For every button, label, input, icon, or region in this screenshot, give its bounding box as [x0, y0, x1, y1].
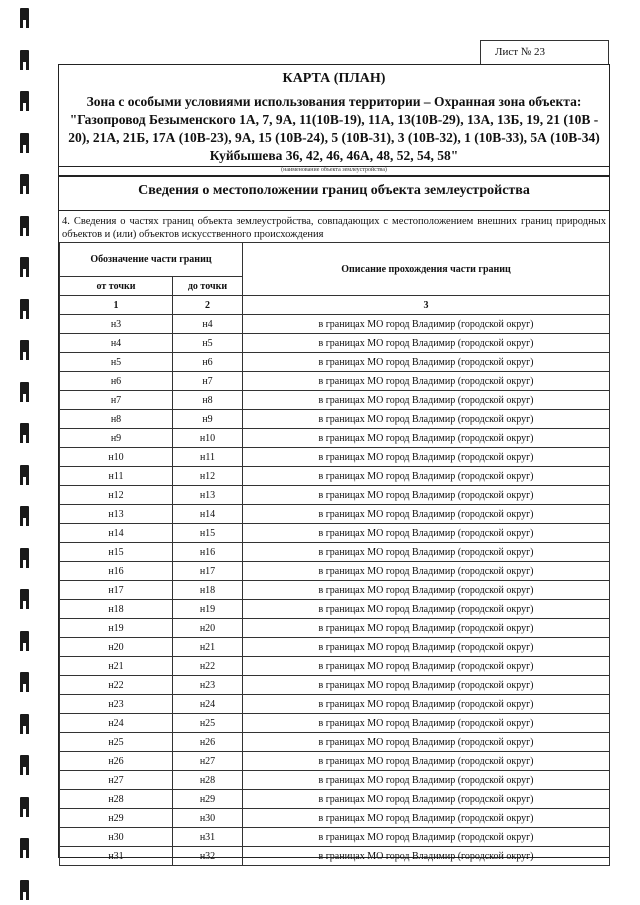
description-cell: в границах МО город Владимир (городской округ) [243, 562, 610, 581]
binding-clip-icon [20, 340, 30, 362]
description-cell: в границах МО город Владимир (городской округ) [243, 676, 610, 695]
binding-clip-icon [20, 672, 30, 694]
from-point-cell: н4 [60, 334, 173, 353]
to-point-cell: н5 [173, 334, 243, 353]
from-point-cell: н24 [60, 714, 173, 733]
table-row [60, 695, 610, 714]
from-point-cell: н17 [60, 581, 173, 600]
to-point-cell: н31 [173, 828, 243, 847]
binding-clip-icon [20, 91, 30, 113]
from-point-cell: н23 [60, 695, 173, 714]
from-point-cell: н8 [60, 410, 173, 429]
table-row [60, 847, 610, 866]
table-row [60, 315, 610, 334]
description-cell: в границах МО город Владимир (городской округ) [243, 752, 610, 771]
binding-clip-icon [20, 133, 30, 155]
description-cell: в границах МО город Владимир (городской округ) [243, 486, 610, 505]
description-cell: в границах МО город Владимир (городской округ) [243, 847, 610, 866]
binding-clip-icon [20, 465, 30, 487]
column-number: 3 [243, 296, 610, 315]
from-point-cell: н31 [60, 847, 173, 866]
description-cell: в границах МО город Владимир (городской округ) [243, 790, 610, 809]
to-point-cell: н10 [173, 429, 243, 448]
table-row [60, 410, 610, 429]
to-point-cell: н11 [173, 448, 243, 467]
description-cell: в границах МО город Владимир (городской округ) [243, 695, 610, 714]
description-cell: в границах МО город Владимир (городской округ) [243, 467, 610, 486]
description-header: Описание прохождения части границ [243, 243, 610, 296]
from-point-cell: н10 [60, 448, 173, 467]
description-cell: в границах МО город Владимир (городской округ) [243, 733, 610, 752]
from-point-cell: н19 [60, 619, 173, 638]
table-row [60, 771, 610, 790]
document-title: КАРТА (ПЛАН) [282, 71, 386, 86]
table-row [60, 543, 610, 562]
table-row [60, 486, 610, 505]
from-point-cell: н25 [60, 733, 173, 752]
from-point-cell: н5 [60, 353, 173, 372]
to-point-cell: н23 [173, 676, 243, 695]
from-point-cell: н26 [60, 752, 173, 771]
from-point-cell: н21 [60, 657, 173, 676]
binding-clip-icon [20, 382, 30, 404]
description-cell: в границах МО город Владимир (городской округ) [243, 505, 610, 524]
from-point-cell: н7 [60, 391, 173, 410]
description-cell: в границах МО город Владимир (городской округ) [243, 524, 610, 543]
description-cell: в границах МО город Владимир (городской округ) [243, 600, 610, 619]
to-point-cell: н24 [173, 695, 243, 714]
document-frame [58, 64, 610, 862]
description-cell: в границах МО город Владимир (городской округ) [243, 714, 610, 733]
binding-clip-icon [20, 714, 30, 736]
binding-clip-icon [20, 631, 30, 653]
table-row [60, 809, 610, 828]
section-note: 4. Сведения о частях границ объекта землеустройства, совпадающих с местоположением внешних границ природных объектов и (или) объектов искусственного происхождения [62, 216, 606, 240]
to-point-cell: н7 [173, 372, 243, 391]
column-number: 1 [60, 296, 173, 315]
to-point-cell: н18 [173, 581, 243, 600]
group-header: Обозначение части границ [60, 243, 243, 277]
divider [59, 210, 609, 211]
table-row [60, 334, 610, 353]
binding-clip-icon [20, 257, 30, 279]
binding-clip-icon [20, 797, 30, 819]
table-row [60, 600, 610, 619]
binding-clip-icon [20, 755, 30, 777]
to-point-header: до точки [173, 277, 243, 296]
table-row [60, 448, 610, 467]
from-point-cell: н22 [60, 676, 173, 695]
to-point-cell: н9 [173, 410, 243, 429]
from-point-cell: н20 [60, 638, 173, 657]
table-row [60, 733, 610, 752]
table-row [60, 391, 610, 410]
to-point-cell: н19 [173, 600, 243, 619]
binding-clip-icon [20, 838, 30, 860]
binding-clip-icon [20, 174, 30, 196]
table-row [60, 429, 610, 448]
from-point-cell: н11 [60, 467, 173, 486]
table-row [60, 353, 610, 372]
table-row [60, 828, 610, 847]
table-row [60, 714, 610, 733]
description-cell: в границах МО город Владимир (городской округ) [243, 334, 610, 353]
table-row [60, 676, 610, 695]
from-point-cell: н9 [60, 429, 173, 448]
from-point-header: от точки [60, 277, 173, 296]
description-cell: в границах МО город Владимир (городской округ) [243, 581, 610, 600]
to-point-cell: н16 [173, 543, 243, 562]
table-row [60, 581, 610, 600]
table-row [60, 638, 610, 657]
to-point-cell: н17 [173, 562, 243, 581]
to-point-cell: н25 [173, 714, 243, 733]
from-point-cell: н27 [60, 771, 173, 790]
to-point-cell: н26 [173, 733, 243, 752]
to-point-cell: н14 [173, 505, 243, 524]
from-point-cell: н15 [60, 543, 173, 562]
to-point-cell: н30 [173, 809, 243, 828]
blank-cell [60, 866, 610, 893]
description-cell: в границах МО город Владимир (городской округ) [243, 448, 610, 467]
binding-clip-icon [20, 506, 30, 528]
object-name-caption: (наименование объекта землеустройства) [281, 167, 387, 173]
binding-clip-icon [20, 589, 30, 611]
table-row [60, 562, 610, 581]
description-cell: в границах МО город Владимир (городской округ) [243, 638, 610, 657]
table-row [60, 467, 610, 486]
description-cell: в границах МО город Владимир (городской округ) [243, 657, 610, 676]
to-point-cell: н22 [173, 657, 243, 676]
from-point-cell: н3 [60, 315, 173, 334]
from-point-cell: н14 [60, 524, 173, 543]
from-point-cell: н6 [60, 372, 173, 391]
description-cell: в границах МО город Владимир (городской округ) [243, 410, 610, 429]
from-point-cell: н12 [60, 486, 173, 505]
description-cell: в границах МО город Владимир (городской округ) [243, 429, 610, 448]
from-point-cell: н16 [60, 562, 173, 581]
table-row [60, 372, 610, 391]
description-cell: в границах МО город Владимир (городской округ) [243, 315, 610, 334]
to-point-cell: н21 [173, 638, 243, 657]
description-cell: в границах МО город Владимир (городской округ) [243, 771, 610, 790]
table-row [60, 752, 610, 771]
binding-clip-icon [20, 548, 30, 570]
from-point-cell: н28 [60, 790, 173, 809]
divider [59, 175, 609, 177]
to-point-cell: н6 [173, 353, 243, 372]
object-name: Зона с особыми условиями использования территории – Охранная зона объекта: "Газопровод Безыменского 1А, 7, 9А, 11(10В-19), 11А, 13(10В-29), 13А, 13Б, 19, 21 (10В - 20), 21А, 21Б, 17А (10В-23), 9А, 15 (10В-24), 5 (10В-31), 3 (10В-32), 1 (10В-33), 5А (10В-34) Куйбышева 36, 42, 46, 46А, 48, 52, 54, 58" [68, 94, 600, 163]
to-point-cell: н4 [173, 315, 243, 334]
blank-row [60, 866, 610, 893]
from-point-cell: н30 [60, 828, 173, 847]
column-number: 2 [173, 296, 243, 315]
to-point-cell: н32 [173, 847, 243, 866]
binding-clip-icon [20, 299, 30, 321]
description-cell: в границах МО город Владимир (городской округ) [243, 619, 610, 638]
binding-clip-icon [20, 880, 30, 902]
sheet-number: Лист № 23 [495, 46, 546, 58]
table-row [60, 790, 610, 809]
section-title: Сведения о местоположении границ объекта землеустройства [138, 183, 530, 198]
to-point-cell: н20 [173, 619, 243, 638]
to-point-cell: н27 [173, 752, 243, 771]
binding-clip-icon [20, 50, 30, 72]
binding-clip-icon [20, 8, 30, 30]
table-row [60, 505, 610, 524]
table-row [60, 524, 610, 543]
table-row [60, 619, 610, 638]
from-point-cell: н13 [60, 505, 173, 524]
to-point-cell: н28 [173, 771, 243, 790]
from-point-cell: н18 [60, 600, 173, 619]
binding-clip-icon [20, 423, 30, 445]
to-point-cell: н12 [173, 467, 243, 486]
sheet-number-box [480, 40, 609, 64]
description-cell: в границах МО город Владимир (городской округ) [243, 372, 610, 391]
to-point-cell: н8 [173, 391, 243, 410]
description-cell: в границах МО город Владимир (городской округ) [243, 353, 610, 372]
table-row [60, 657, 610, 676]
description-cell: в границах МО город Владимир (городской округ) [243, 828, 610, 847]
description-cell: в границах МО город Владимир (городской округ) [243, 543, 610, 562]
from-point-cell: н29 [60, 809, 173, 828]
description-cell: в границах МО город Владимир (городской округ) [243, 391, 610, 410]
binding-clip-icon [20, 216, 30, 238]
to-point-cell: н15 [173, 524, 243, 543]
description-cell: в границах МО город Владимир (городской округ) [243, 809, 610, 828]
to-point-cell: н29 [173, 790, 243, 809]
boundary-parts-table [59, 242, 610, 892]
to-point-cell: н13 [173, 486, 243, 505]
